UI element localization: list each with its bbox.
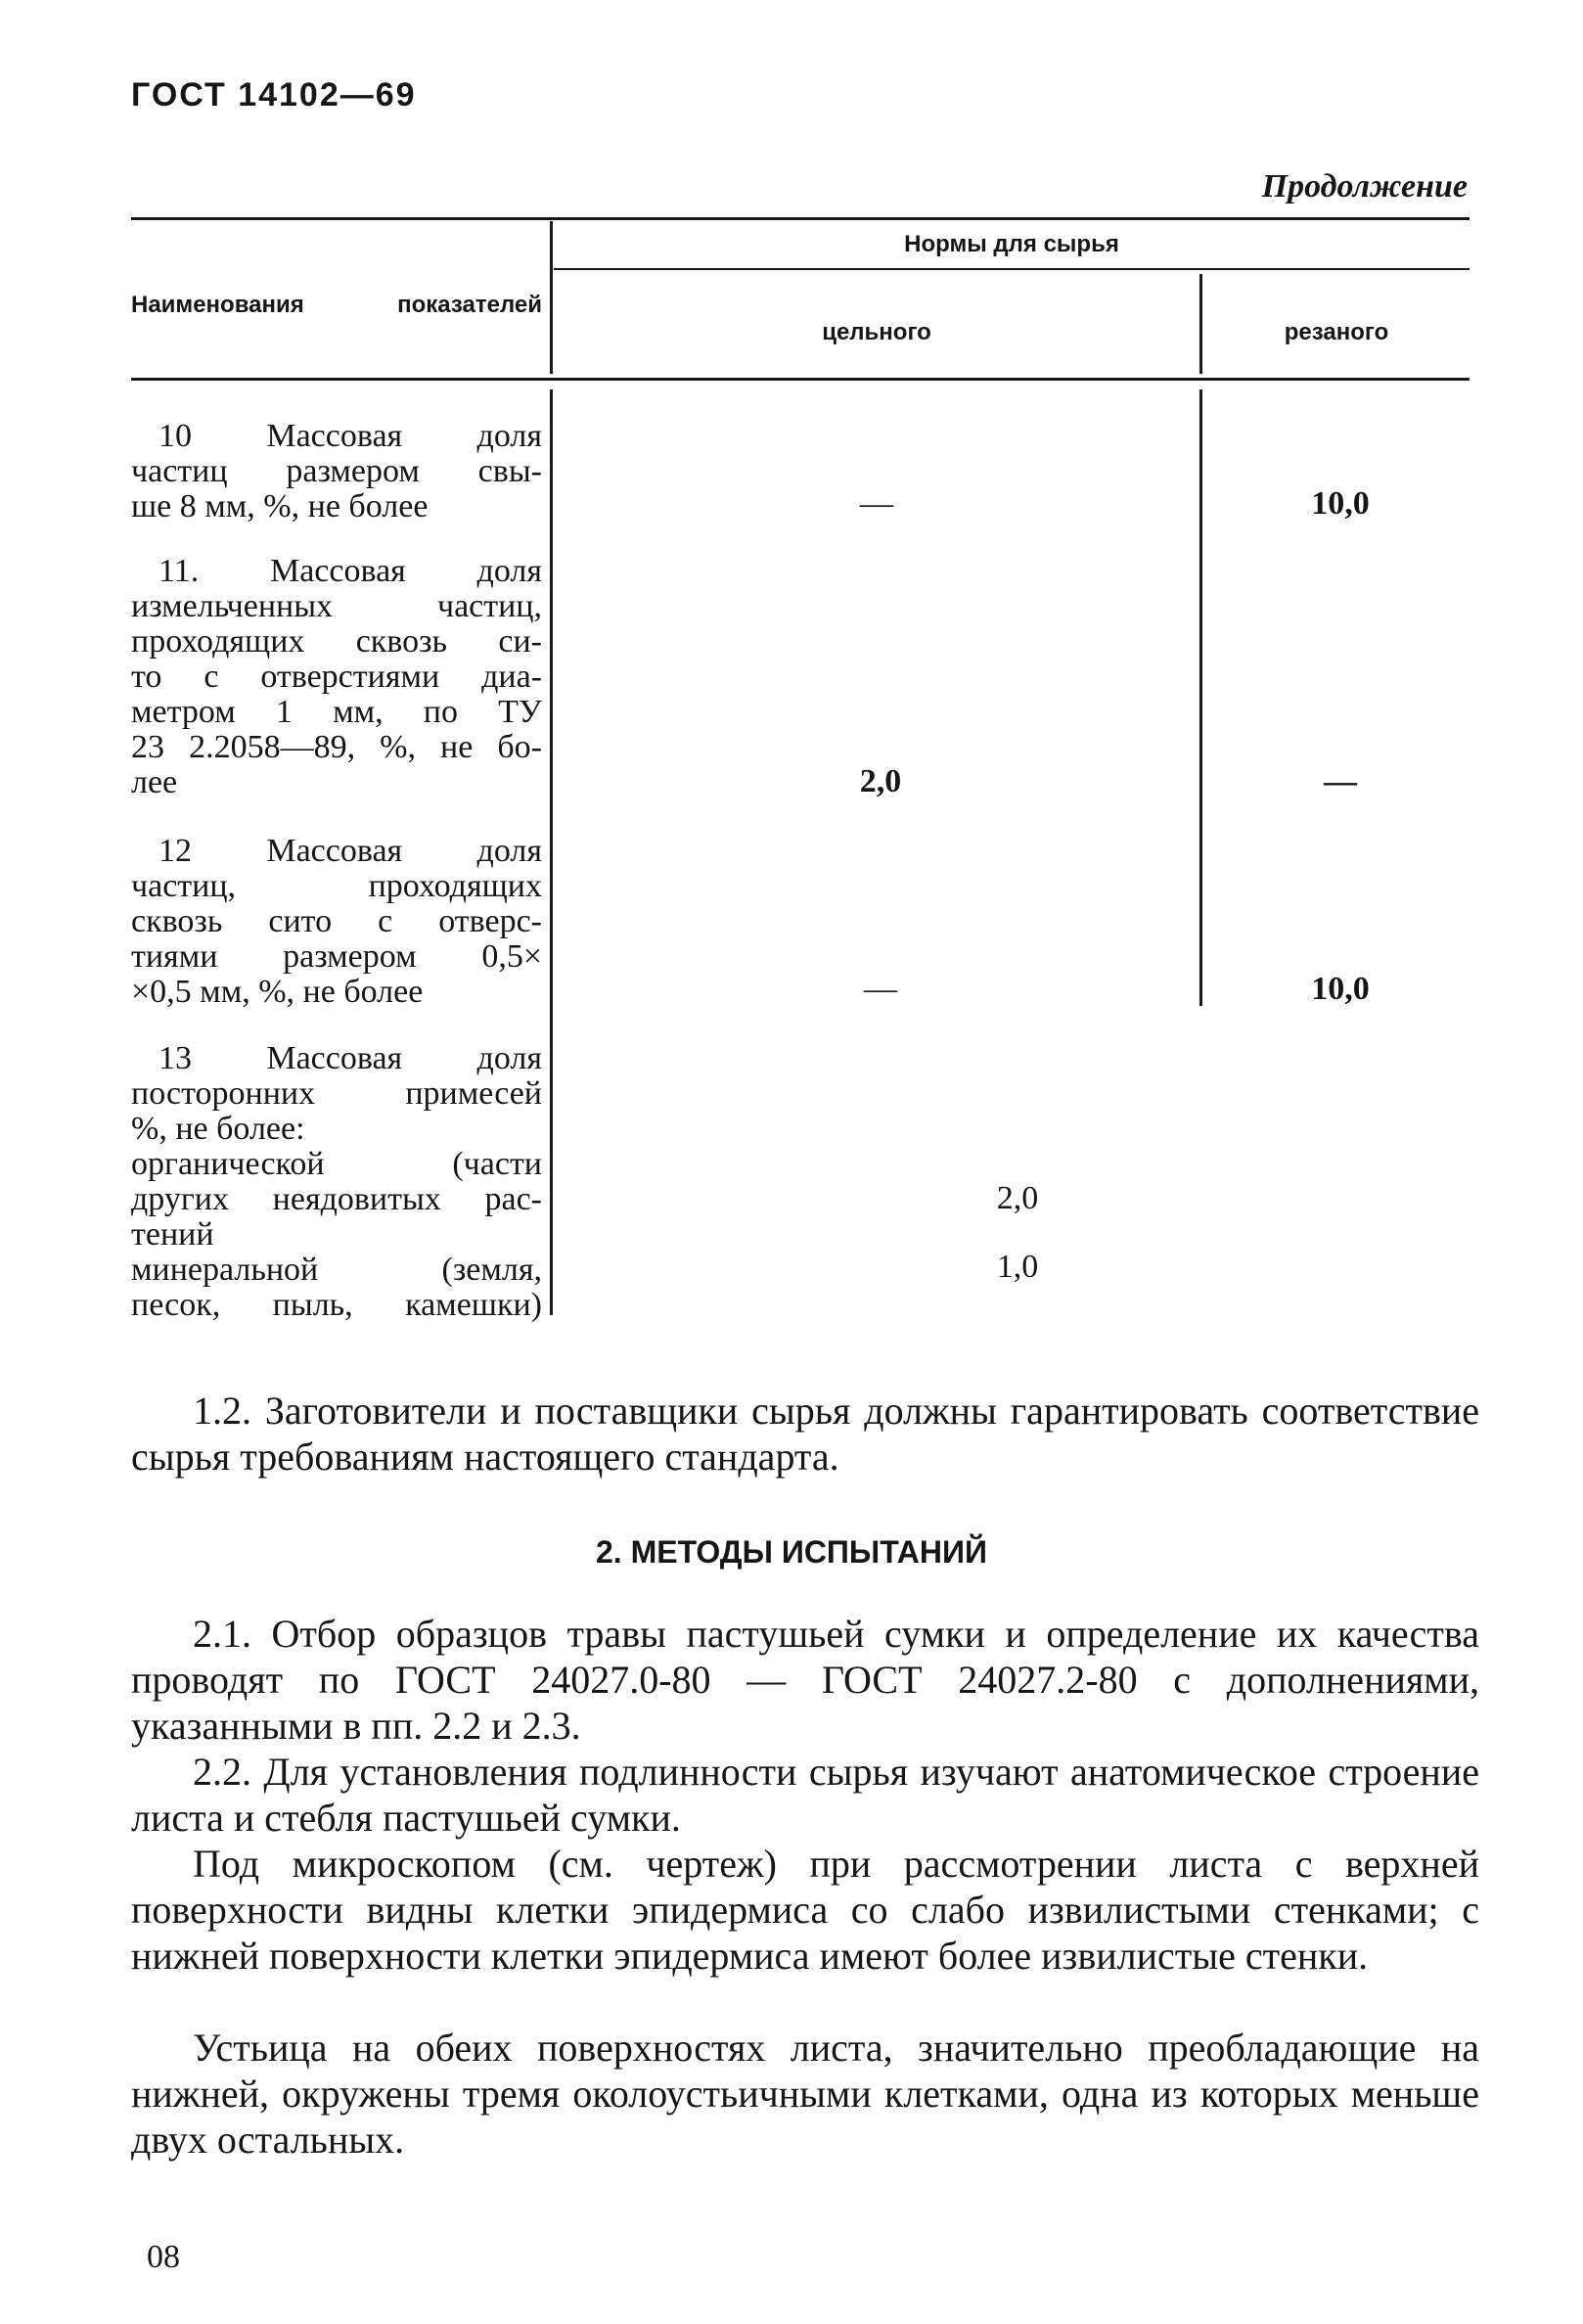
- table-row-13-label: 13 Массовая доля посторонних примесей %, не более: органической (части других неядовитых рас- тений минеральной (земля, песок, пыль, камешки): [131, 1040, 542, 1323]
- table-row-10-cut: 10,0: [1311, 485, 1370, 522]
- table-row-11-cut: —: [1324, 763, 1357, 799]
- page-number: 08: [147, 2239, 180, 2275]
- paragraph-microscope: Под микроскопом (см. чертеж) при рассмотрении листа с верхней поверхности видны клетки эпидермиса со слабо извилистыми стенками; с нижней поверхности клетки эпидермиса имеют более извилистые стенки.: [131, 1842, 1479, 1978]
- paragraph-2-1: 2.1. Отбор образцов травы пастушьей сумки и определение их качества проводят по ГОСТ 24027.0-80 — ГОСТ 24027.2-80 с дополнениями, указанными в пп. 2.2 и 2.3.: [131, 1612, 1479, 1748]
- norms-group-header: Нормы для сырья: [904, 231, 1119, 257]
- table-row-12-label: 12 Массовая доля частиц, проходящих сквозь сито с отверс- тиями размером 0,5× ×0,5 мм, %, не более: [131, 833, 542, 1010]
- section-2-title: 2. МЕТОДЫ ИСПЫТАНИЙ: [596, 1534, 987, 1570]
- cut-raw-header: резаного: [1284, 319, 1389, 345]
- table-row-11-label: 11. Массовая доля измельченных частиц, проходящих сквозь си- то с отверстиями диа- метром 1 мм, по ТУ 23 2.2058—89, %, не бо- лее: [131, 553, 542, 800]
- document-code: ГОСТ 14102—69: [131, 76, 417, 114]
- indicator-name-header: Наименования показателей: [131, 292, 542, 318]
- paragraph-1-2: 1.2. Заготовители и поставщики сырья должны гарантировать соответствие сырья требованиям настоящего стандарта.: [131, 1389, 1479, 1479]
- table-body-divider-1: [550, 389, 553, 1315]
- table-body-divider-2: [1199, 389, 1202, 1006]
- paragraph-stomata: Устьица на обеих поверхностях листа, значительно преобладающие на нижней, окружены тремя околоустьичными клетками, одна из которых меньше двух остальных.: [131, 2026, 1479, 2162]
- norms-group-rule: [554, 268, 1470, 270]
- table-row-13-mineral-value: 1,0: [996, 1249, 1039, 1285]
- continued-label: Продолжение: [1261, 168, 1468, 205]
- table-header-bottom-rule: [131, 378, 1470, 381]
- table-row-12-whole: —: [864, 971, 897, 1007]
- whole-raw-header: цельного: [822, 319, 931, 345]
- table-col-divider-2: [1199, 274, 1202, 374]
- paragraph-2-2: 2.2. Для установления подлинности сырья изучают анатомическое строение листа и стебля пастушьей сумки.: [131, 1750, 1479, 1840]
- table-col-divider-1: [550, 221, 553, 374]
- table-top-rule: [131, 217, 1470, 220]
- table-row-10-label: 10 Массовая доля частиц размером свы- ше 8 мм, %, не более: [131, 418, 542, 524]
- table-row-12-cut: 10,0: [1311, 971, 1370, 1007]
- table-row-11-whole: 2,0: [859, 763, 902, 799]
- table-row-13-organic-value: 2,0: [996, 1180, 1039, 1216]
- table-row-10-whole: —: [860, 485, 893, 522]
